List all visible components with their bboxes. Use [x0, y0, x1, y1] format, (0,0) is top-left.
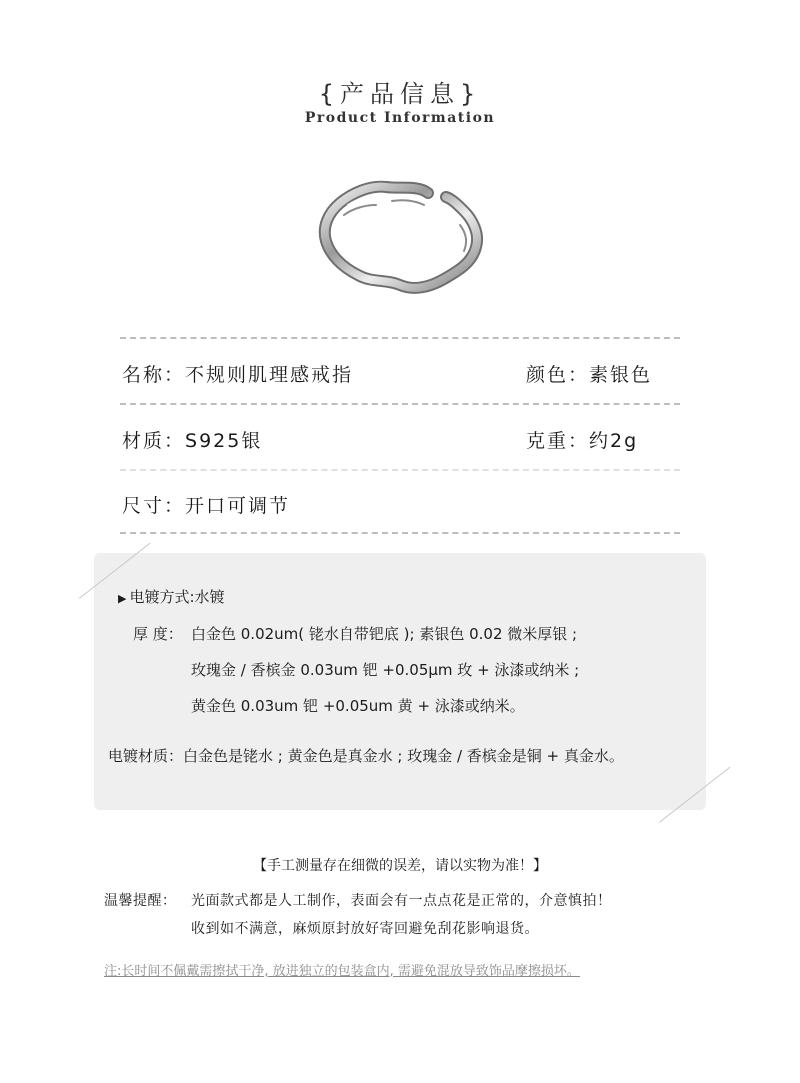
divider — [120, 403, 680, 405]
spec-weight — [526, 426, 638, 453]
spec-size — [122, 491, 290, 518]
divider — [120, 469, 680, 471]
spec-name-label: 名称： — [122, 364, 186, 386]
thickness-label: 厚 度： — [133, 625, 183, 643]
tip-line-1: 光面款式都是人工制作，表面会有一点点花是正常的，介意慎拍！ — [191, 893, 612, 909]
spec-material — [122, 426, 262, 453]
spec-material-label: 材质： — [122, 430, 186, 452]
plating-material — [108, 745, 624, 766]
thickness-line-2: 玫瑰金 / 香槟金 0.03um 钯 +0.05μm 玫 + 泳漆或纳米 ; — [191, 661, 580, 679]
page-subtitle: Product Information — [304, 110, 496, 126]
spec-color-value: 素银色 — [589, 364, 653, 386]
spec-color-label: 颜色： — [526, 364, 590, 386]
measure-note: 【手工测量存在细微的误差，请以实物为准！】 — [253, 858, 547, 874]
spec-color — [526, 360, 652, 387]
triangle-right-icon: ▶ — [118, 592, 127, 605]
page-title: {产品信息} — [318, 80, 482, 108]
spec-weight-label: 克重： — [526, 430, 590, 452]
spec-weight-value: 约2g — [589, 430, 639, 452]
ring-image — [300, 175, 500, 325]
spec-name — [122, 360, 353, 387]
spec-name-value: 不规则肌理感戒指 — [185, 364, 354, 386]
thickness-line-3: 黄金色 0.03um 钯 +0.05um 黄 + 泳漆或纳米。 — [191, 697, 525, 715]
plating-method — [118, 586, 225, 607]
spec-size-label: 尺寸： — [122, 495, 186, 517]
spec-size-value: 开口可调节 — [185, 495, 291, 517]
spec-material-value: S925银 — [185, 430, 263, 452]
divider — [120, 337, 680, 339]
tip-label: 温馨提醒： — [104, 893, 177, 909]
tip-line-2: 收到如不满意，麻烦原封放好寄回避免刮花影响退货。 — [191, 921, 539, 937]
plating-method-text: 电镀方式:水镀 — [129, 588, 225, 606]
plating-material-label: 电镀材质： — [108, 747, 184, 765]
plating-material-value: 白金色是铑水 ; 黄金色是真金水 ; 玫瑰金 / 香槟金是铜 + 真金水。 — [183, 747, 624, 765]
thickness-line-1: 白金色 0.02um( 铑水自带钯底 ); 素银色 0.02 微米厚银 ; — [191, 625, 578, 643]
divider — [120, 532, 680, 534]
care-notice: 注:长时间不佩戴需擦拭干净, 放进独立的包装盒内, 需避免混放导致饰品摩擦损坏。 — [104, 964, 580, 979]
